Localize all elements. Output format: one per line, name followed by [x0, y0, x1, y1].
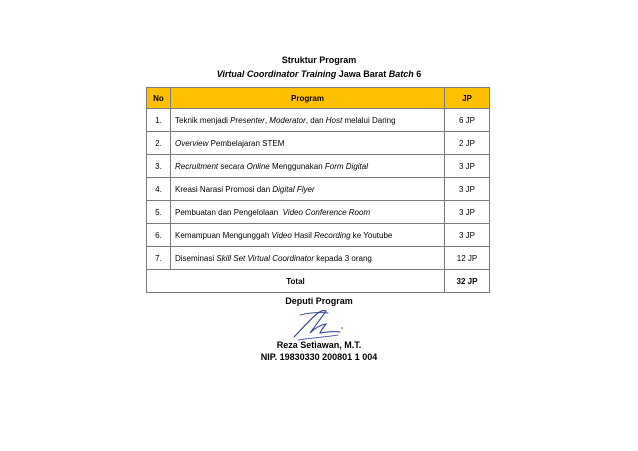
table-row — [147, 201, 490, 224]
program-text-segment: Moderator — [269, 115, 306, 125]
program-text-segment: , — [264, 115, 270, 125]
handwritten-signature — [288, 307, 348, 341]
table-row — [147, 132, 490, 155]
subtitle-region: Jawa Barat — [336, 69, 389, 79]
program-text-segment: Pembelajaran STEM — [208, 138, 285, 148]
program-text-segment: Teknik menjadi — [175, 115, 231, 125]
row-program — [171, 109, 445, 132]
program-text-segment: Video Conference Room — [282, 207, 371, 217]
row-number: 6. — [147, 224, 171, 247]
row-program — [171, 155, 445, 178]
row-program — [171, 224, 445, 247]
subtitle-batch-label: Batch — [388, 69, 414, 79]
program-text-segment: secara — [218, 161, 247, 171]
total-jp: 32 JP — [445, 270, 490, 293]
program-text-segment: melalui Daring — [342, 115, 396, 125]
row-program — [171, 132, 445, 155]
table-row — [147, 224, 490, 247]
table-row — [147, 247, 490, 270]
table-header-row — [147, 88, 490, 109]
table-body — [147, 109, 490, 270]
subtitle-batch-number: 6 — [413, 69, 422, 79]
program-text-segment: Kemampuan Mengunggah — [175, 230, 272, 240]
row-number: 4. — [147, 178, 171, 201]
header-jp: JP — [445, 88, 490, 109]
program-text-segment: Skill Set Virtual Coordinator — [216, 253, 315, 263]
program-text-segment: Host — [325, 115, 343, 125]
row-number: 7. — [147, 247, 171, 270]
program-text-segment: kepada 3 orang — [314, 253, 372, 263]
table-row — [147, 155, 490, 178]
row-number: 5. — [147, 201, 171, 224]
row-number: 1. — [147, 109, 171, 132]
row-jp: 2 JP — [445, 132, 490, 155]
program-text-segment: ke Youtube — [350, 230, 393, 240]
program-text-segment: Online — [246, 161, 270, 171]
document-title: Struktur Program — [281, 55, 357, 65]
header-program: Program — [171, 88, 445, 109]
program-text-segment: Recruitment — [175, 161, 219, 171]
program-text-segment: Recording — [314, 230, 351, 240]
signatory-name: Reza Setiawan, M.T. — [276, 340, 362, 350]
row-jp: 12 JP — [445, 247, 490, 270]
program-text-segment: Presenter — [230, 115, 265, 125]
row-program — [171, 178, 445, 201]
program-text-segment: Hasil — [291, 230, 315, 240]
row-program — [171, 247, 445, 270]
total-label: Total — [147, 270, 445, 293]
row-jp: 3 JP — [445, 201, 490, 224]
row-jp: 3 JP — [445, 224, 490, 247]
subtitle-program-name: Virtual Coordinator Training — [216, 69, 337, 79]
header-no: No — [147, 88, 171, 109]
program-text-segment: Video — [271, 230, 292, 240]
row-program — [171, 201, 445, 224]
program-text-segment: , dan — [305, 115, 326, 125]
row-jp: 3 JP — [445, 178, 490, 201]
program-text-segment: Menggunakan — [269, 161, 325, 171]
program-text-segment: Form Digital — [324, 161, 368, 171]
row-jp: 3 JP — [445, 155, 490, 178]
row-number: 2. — [147, 132, 171, 155]
total-row — [147, 270, 490, 293]
program-text-segment: Pembuatan dan Pengelolaan — [175, 207, 283, 217]
program-text-segment: Digital Flyer — [272, 184, 315, 194]
program-table — [146, 87, 490, 293]
signatory-title: Deputi Program — [285, 296, 353, 306]
table-row — [147, 109, 490, 132]
program-text-segment: Diseminasi — [175, 253, 217, 263]
row-jp: 6 JP — [445, 109, 490, 132]
program-text-segment: Kreasi Narasi Promosi dan — [175, 184, 273, 194]
program-text-segment: Overview — [175, 138, 209, 148]
document-subtitle — [0, 69, 638, 79]
row-number: 3. — [147, 155, 171, 178]
signatory-nip: NIP. 19830330 200801 1 004 — [260, 352, 378, 362]
table-row — [147, 178, 490, 201]
